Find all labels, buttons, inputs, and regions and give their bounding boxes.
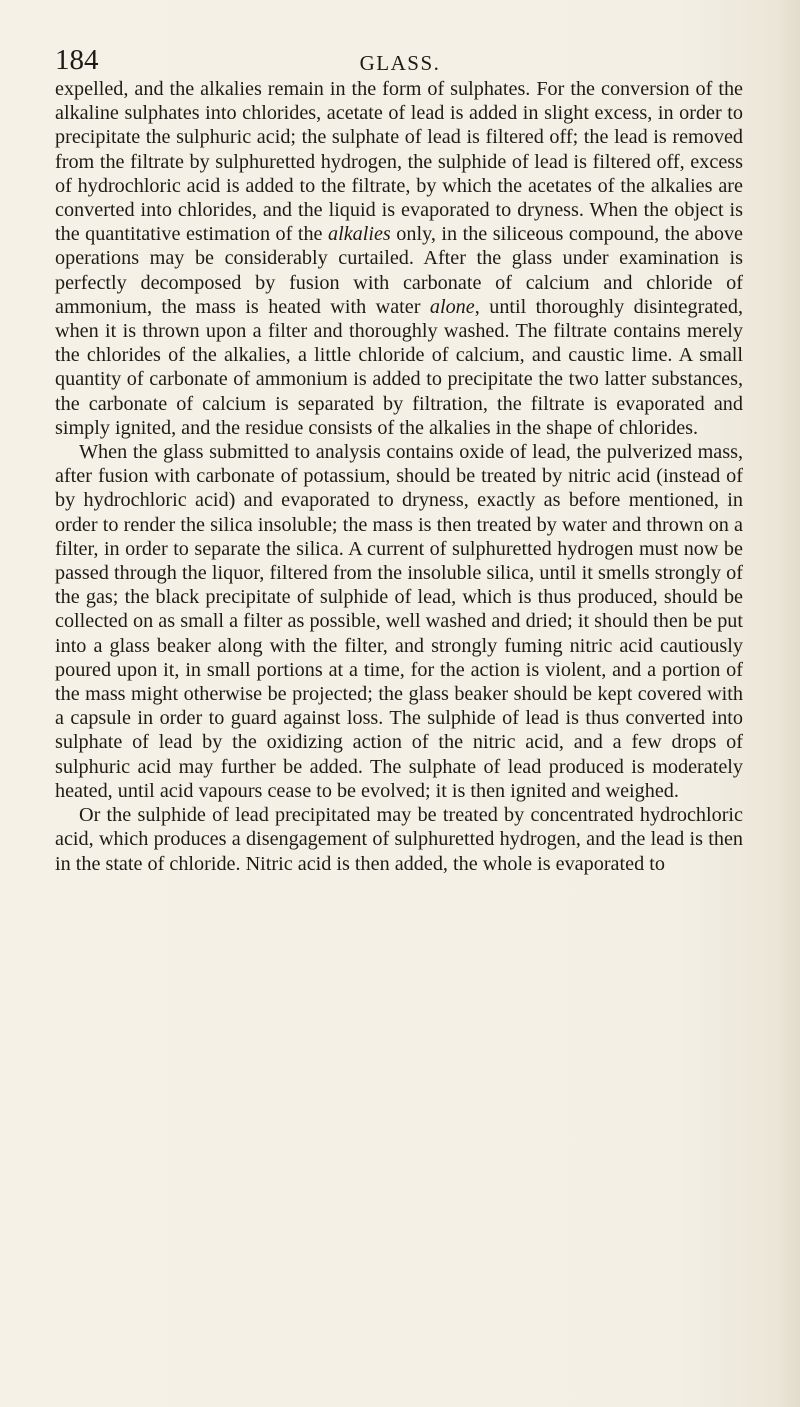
paragraph	[55, 803, 743, 876]
running-head: GLASS.	[359, 51, 441, 75]
paragraph	[55, 440, 743, 803]
text-segment: , until thoroughly disintegrated, when it is thrown upon a filter and thoroughly washed. The filtrate contains merely the chlorides of the alkalies, a little chloride of calcium, and caustic lime. A small quantity of carbonate of ammonium is added to precipitate the two latter substances, the carbonate of calcium is separated by filtration, the filtrate is evaporated and simply ignited, and the residue consists of the alkalies in the shape of chlorides.	[55, 295, 743, 439]
page-number: 184	[55, 44, 99, 76]
italic-text-segment: alkalies	[328, 223, 391, 246]
text-segment: When the glass submitted to analysis contains oxide of lead, the pulverized mass, after fusion with carbonate of potassium, should be treated by nitric acid (instead of by hydrochloric acid) and evaporated to dryness, exactly as before mentioned, in order to render the silica insoluble; the mass is then treated by water and thrown on a filter, in order to separate the silica. A current of sulphuretted hydrogen must now be passed through the liquor, filtered from the insoluble silica, until it smells strongly of the gas; the black precipitate of sulphide of lead, which is thus produced, should be collected on as small a filter as possible, well washed and dried; it should then be put into a glass beaker along with the filter, and strongly fuming nitric acid cautiously poured upon it, in small portions at a time, for the action is violent, and a portion of the mass might otherwise be projected; the glass beaker should be kept covered with a capsule in order to guard against loss. The sulphide of lead is thus converted into sulphate of lead by the oxidizing action of the nitric acid, and a few drops of sulphuric acid may further be added. The sulphate of lead produced is moderately heated, until acid vapours cease to be evolved; it is then ignited and weighed.	[55, 441, 743, 802]
text-segment: Or the sulphide of lead precipitated may be treated by concentrated hydrochloric acid, which produces a disengagement of sulphuretted hydrogen, and the lead is then in the state of chloride. Nitric acid is then added, the whole is evaporated to	[55, 804, 743, 875]
italic-text-segment: alone	[429, 295, 475, 318]
paragraph	[55, 77, 743, 440]
text-segment: expelled, and the alkalies remain in the form of sulphates. For the conversion of the alkaline sulphates into chlorides, acetate of lead is added in slight excess, in order to precipitate the sulphuric acid; the sulphate of lead is filtered off; the lead is removed from the filtrate by sulphuretted hydrogen, the sulphide of lead is filtered off, excess of hydrochloric acid is added to the filtrate, by which the acetates of the alkalies are converted into chlorides, and the liquid is evaporated to dryness. When the object is the quantitative estimation of the	[55, 78, 743, 246]
body-text	[55, 77, 743, 876]
text-segment: only, in the siliceous compound, the above operations may be considerably curtailed. After the glass under examination is perfectly decomposed by fusion with carbonate of calcium and chloride of ammonium, the mass is heated with water	[55, 223, 743, 318]
